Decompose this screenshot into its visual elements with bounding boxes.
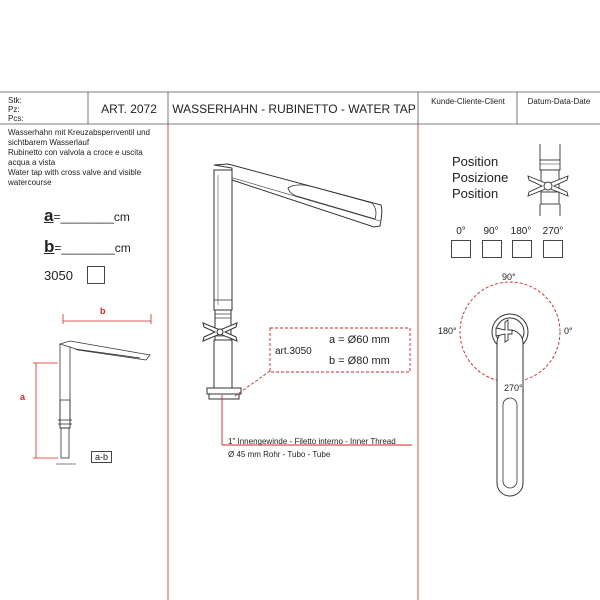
- art-label: art.3050: [275, 346, 312, 357]
- description-it: Rubinetto con valvola a croce e uscita acqua a vista: [8, 148, 143, 167]
- position-270-checkbox[interactable]: [543, 240, 563, 258]
- position-180-label: 180°: [510, 226, 532, 237]
- position-90-label: 90°: [483, 226, 499, 237]
- dimension-b-field[interactable]: [44, 237, 131, 257]
- dimension-b-value: b = Ø80 mm: [329, 355, 390, 367]
- dimension-a-input[interactable]: =________cm: [53, 210, 130, 224]
- dial-bottom-label: 270°: [504, 383, 523, 393]
- option-code-label: 3050: [44, 268, 73, 283]
- dial-top-label: 90°: [502, 272, 516, 282]
- small-drawing-a-label: a: [20, 392, 26, 402]
- article-number: ART. 2072: [101, 102, 157, 116]
- client-label[interactable]: Kunde-Cliente-Client: [431, 97, 505, 106]
- position-title-it: Posizione: [452, 170, 509, 185]
- position-title-de: Position: [452, 154, 499, 169]
- tube-note: Ø 45 mm Rohr - Tubo - Tube: [228, 450, 331, 459]
- dial-left-label: 180°: [438, 326, 457, 336]
- pz-label: Pz:: [8, 105, 20, 114]
- dimension-b-label: b: [44, 237, 55, 256]
- description-en: Water tap with cross valve and visible watercourse: [8, 168, 142, 187]
- position-title-en: Position: [452, 186, 499, 201]
- small-drawing-b-label: b: [100, 306, 106, 316]
- stk-label: Stk:: [8, 96, 22, 105]
- dial-right-label: 0°: [564, 326, 573, 336]
- dimension-a-field[interactable]: [44, 206, 130, 226]
- position-0-label: 0°: [456, 226, 466, 237]
- product-title: WASSERHAHN - RUBINETTO - WATER TAP: [172, 102, 416, 116]
- description-de: Wasserhahn mit Kreuzabsperrventil und sichtbarem Wasserlauf: [8, 128, 150, 147]
- position-0-checkbox[interactable]: [451, 240, 471, 258]
- small-drawing-ab-label: a-b: [91, 451, 112, 463]
- position-180-checkbox[interactable]: [512, 240, 532, 258]
- position-270-label: 270°: [542, 226, 564, 237]
- option-code-checkbox[interactable]: [87, 266, 105, 284]
- thread-note: 1" Innengewinde - Filetto interno - Inner Thread: [228, 437, 396, 446]
- date-label[interactable]: Datum-Data-Date: [527, 97, 591, 106]
- pcs-label: Pcs:: [8, 114, 24, 123]
- dimension-b-input[interactable]: =________cm: [54, 241, 131, 255]
- dimension-a-value: a = Ø60 mm: [329, 334, 390, 346]
- dimension-a-label: a: [44, 206, 54, 225]
- position-90-checkbox[interactable]: [482, 240, 502, 258]
